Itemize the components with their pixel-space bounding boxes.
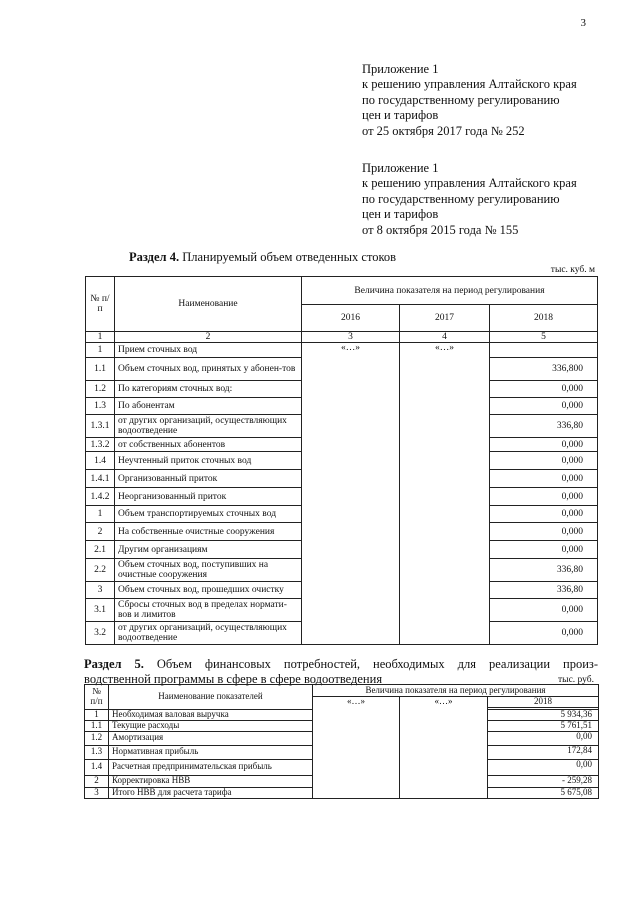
row-value: 0,000 (490, 470, 598, 488)
row-value: 0,000 (490, 506, 598, 523)
row-num: 3 (86, 582, 115, 599)
row-num: 1.4.1 (86, 470, 115, 488)
value-period-b: «…» (400, 697, 488, 799)
section4-title-text: Планируемый объем отведенных стоков (179, 250, 397, 264)
section4-title (129, 250, 396, 265)
row-num: 1.2 (85, 731, 109, 745)
row-num: 2 (85, 775, 109, 787)
row-num: 1 (86, 506, 115, 523)
row-name: Объем транспортируемых сточных вод (115, 506, 302, 523)
row-name: Неорганизованный приток (115, 488, 302, 506)
row-num: 3.1 (86, 599, 115, 622)
annex-line: цен и тарифов (362, 108, 439, 123)
row-value: 172,84 (488, 745, 599, 759)
row-num: 2 (86, 523, 115, 541)
row-value: 336,800 (490, 358, 598, 381)
row-value: 0,000 (490, 452, 598, 470)
section4-title-bold: Раздел 4. (129, 250, 180, 264)
row-value: 336,80 (490, 582, 598, 599)
row-num: 1 (86, 343, 115, 358)
row-num: 1.3.2 (86, 438, 115, 452)
row-num: 3 (85, 787, 109, 798)
annex-header-original (362, 161, 577, 238)
value-period-a: «…» (313, 697, 400, 799)
header-name: Наименование (115, 277, 302, 332)
section5-title (84, 657, 598, 672)
row-name: Нормативная прибыль (109, 745, 313, 759)
row-name: Текущие расходы (109, 720, 313, 731)
col-num: 4 (400, 332, 490, 343)
row-num: 1.3 (86, 398, 115, 415)
col-num: 1 (86, 332, 115, 343)
annex-line: цен и тарифов (362, 207, 439, 222)
row-name: Прием сточных вод (115, 343, 302, 358)
row-num: 1.4.2 (86, 488, 115, 506)
section5-title-line2: водственной программы в сфере в сфере водоотведения (84, 672, 383, 686)
header-period: Величина показателя на период регулирования (302, 277, 598, 305)
row-value: 0,000 (490, 622, 598, 645)
annex-line: Приложение 1 (362, 161, 439, 175)
row-name: На собственные очистные сооружения (115, 523, 302, 541)
row-value: 0,000 (490, 541, 598, 559)
row-num: 1.4 (85, 759, 109, 775)
row-value: 0,000 (490, 523, 598, 541)
section5-title-text: Объем финансовых потребностей, необходимых для реализации произ- (143, 657, 598, 671)
annex-line: от 8 октября 2015 года № 155 (362, 222, 519, 237)
row-num: 1 (85, 709, 109, 720)
row-value: 5 761,51 (488, 720, 599, 731)
annex-line: к решению управления Алтайского края (362, 176, 577, 191)
annex-line: к решению управления Алтайского края (362, 77, 577, 92)
row-value: 336,80 (490, 559, 598, 582)
row-value: 0,000 (490, 488, 598, 506)
table-row (86, 343, 598, 358)
row-name: от других организаций, осуществляющих водоотведение (115, 415, 302, 438)
row-value: 0,000 (490, 438, 598, 452)
row-value: 5 934,36 (488, 709, 599, 720)
header-year-2018: 2018 (490, 305, 598, 332)
annex-line: по государственному регулированию (362, 191, 560, 206)
row-name: Другим организациям (115, 541, 302, 559)
row-name: Итого НВВ для расчета тарифа (109, 787, 313, 798)
section5-units: тыс. руб. (558, 675, 594, 685)
row-num: 1.4 (86, 452, 115, 470)
row-num: 3.2 (86, 622, 115, 645)
row-name: По абонентам (115, 398, 302, 415)
row-name: Объем сточных вод, прошедших очистку (115, 582, 302, 599)
value-2016: «…» (302, 343, 400, 645)
row-value: 5 675,08 (488, 787, 599, 798)
section5-table (84, 684, 599, 799)
value-2017: «…» (400, 343, 490, 645)
row-name: Объем сточных вод, принятых у абонен-тов (115, 358, 302, 381)
row-value: 0,00 (488, 731, 599, 745)
row-name: Неучтенный приток сточных вод (115, 452, 302, 470)
col-num: 2 (115, 332, 302, 343)
row-name: По категориям сточных вод: (115, 381, 302, 398)
row-value: 0,000 (490, 599, 598, 622)
row-num: 2.1 (86, 541, 115, 559)
annex-line: по государственному регулированию (362, 92, 560, 107)
annex-header-current (362, 62, 577, 139)
row-name: от других организаций, осуществляющих водоотведение (115, 622, 302, 645)
row-value (490, 343, 598, 358)
col-num: 5 (490, 332, 598, 343)
annex-line: от 25 октября 2017 года № 252 (362, 123, 525, 138)
header-name: Наименование показателей (109, 685, 313, 710)
col-num: 3 (302, 332, 400, 343)
row-num: 1.3 (85, 745, 109, 759)
row-value: - 259,28 (488, 775, 599, 787)
header-num: № п/п (86, 277, 115, 332)
row-name: от собственных абонентов (115, 438, 302, 452)
row-name: Расчетная предпринимательская прибыль (109, 759, 313, 775)
header-year-2016: 2016 (302, 305, 400, 332)
row-name: Амортизация (109, 731, 313, 745)
row-num: 1.1 (85, 720, 109, 731)
row-num: 1.3.1 (86, 415, 115, 438)
header-year-2017: 2017 (400, 305, 490, 332)
row-value: 0,000 (490, 398, 598, 415)
header-year-2018: 2018 (488, 697, 599, 708)
row-name: Объем сточных вод, поступивших на очистные сооружения (115, 559, 302, 582)
row-num: 1.1 (86, 358, 115, 381)
row-name: Организованный приток (115, 470, 302, 488)
section4-units: тыс. куб. м (550, 265, 595, 275)
page-number: 3 (580, 17, 586, 29)
row-num: 1.2 (86, 381, 115, 398)
row-num: 2.2 (86, 559, 115, 582)
section5-title-bold: Раздел 5. (84, 657, 144, 671)
row-value: 336,80 (490, 415, 598, 438)
row-name: Необходимая валовая выручка (109, 709, 313, 720)
row-name: Корректировка НВВ (109, 775, 313, 787)
annex-line: Приложение 1 (362, 62, 439, 76)
section4-table (85, 276, 598, 645)
header-period: Величина показателя на период регулирования (313, 685, 599, 697)
row-value: 0,000 (490, 381, 598, 398)
row-value: 0,00 (488, 759, 599, 775)
header-num: № п/п (85, 685, 109, 710)
row-name: Сбросы сточных вод в пределах нормати-вов и лимитов (115, 599, 302, 622)
